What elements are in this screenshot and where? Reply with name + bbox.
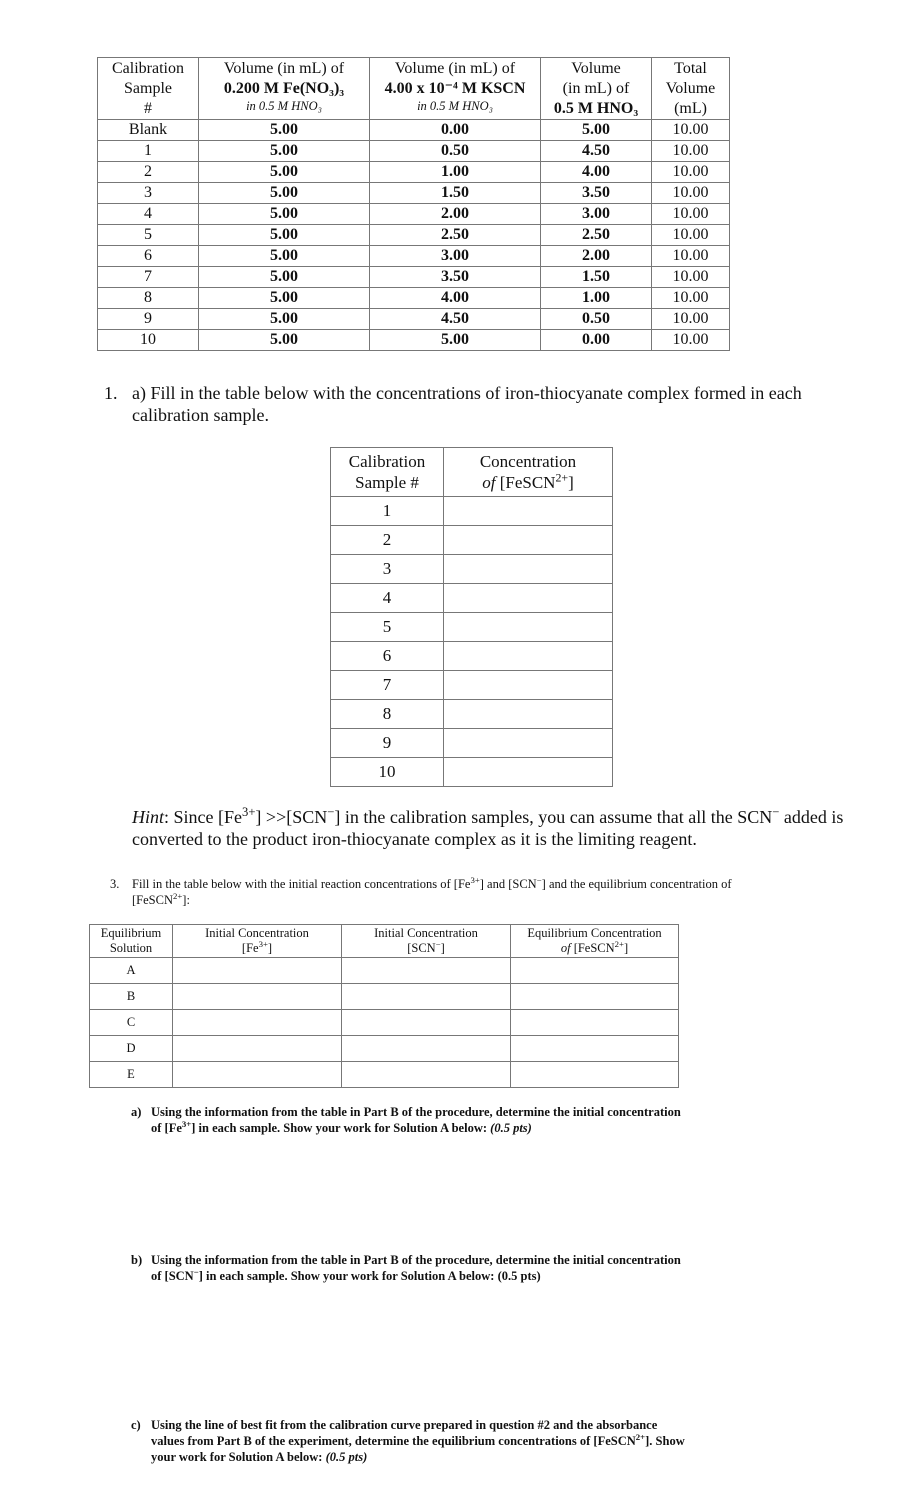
equilibrium-row [90, 984, 679, 1010]
calibration-row [98, 204, 730, 225]
header-charge: 2+ [555, 470, 569, 485]
sample-number-cell: 8 [331, 700, 444, 729]
q3-part: ]: [182, 893, 190, 907]
calibration-row [98, 330, 730, 351]
calibration-cell: 5.00 [199, 183, 370, 204]
calibration-cell: 3.50 [541, 183, 652, 204]
header-formula: [Fe [241, 941, 259, 955]
equilibrium-fescn-cell[interactable] [511, 1010, 679, 1036]
hint-sup: 3+ [242, 805, 256, 819]
header-charge: 2+ [614, 938, 624, 949]
calibration-cell: 5.00 [199, 141, 370, 162]
calibration-cell: 10.00 [652, 330, 730, 351]
header-text: Calibration [112, 60, 184, 77]
sub-question-b [131, 1252, 691, 1284]
sub-part: ] in each sample. Show your work for Solution A below: [191, 1121, 491, 1135]
calibration-cell: 5.00 [199, 120, 370, 141]
header-text [511, 938, 678, 956]
solution-label-cell: E [90, 1062, 173, 1088]
calibration-cell: 0.50 [541, 309, 652, 330]
q3-sup: 3+ [470, 874, 480, 885]
calibration-row [98, 141, 730, 162]
solution-label-cell: C [90, 1010, 173, 1036]
sub-question-label: a) [131, 1105, 142, 1119]
concentration-input-cell[interactable] [444, 642, 613, 671]
header-text: Volume [571, 60, 621, 77]
header-scn-volume [370, 58, 541, 120]
concentration-row [331, 671, 613, 700]
header-text: Total [674, 60, 707, 77]
sub-part: ]. Show your work for Solution A below: [151, 1434, 685, 1464]
header-text: Volume (in mL) of [223, 60, 345, 77]
sample-number-cell: 9 [331, 729, 444, 758]
calibration-header-row [98, 58, 730, 120]
calibration-cell: 1.50 [370, 183, 541, 204]
concentration-row [331, 555, 613, 584]
equilibrium-fescn-cell[interactable] [511, 1062, 679, 1088]
calibration-table [97, 57, 730, 351]
calibration-cell: 6 [98, 246, 199, 267]
header-formula: [FeSCN [573, 941, 615, 955]
header-text: 0.5 M HNO₃ [553, 100, 639, 117]
header-calibration-sample [331, 448, 444, 497]
sample-number-cell: 2 [331, 526, 444, 555]
sample-number-cell: 5 [331, 613, 444, 642]
concentration-input-cell[interactable] [444, 758, 613, 787]
q3-sup: 2+ [172, 890, 183, 901]
calibration-cell: 2.50 [541, 225, 652, 246]
equilibrium-fescn-cell[interactable] [511, 958, 679, 984]
sub-part: Using the information from the table in Part B of the procedure, determine the initial concentration of [SCN [151, 1253, 681, 1283]
concentration-input-cell[interactable] [444, 497, 613, 526]
calibration-cell: 5.00 [199, 204, 370, 225]
calibration-cell: 10 [98, 330, 199, 351]
header-text: in 0.5 M HNO₃ [417, 99, 493, 113]
calibration-cell: 4.00 [370, 288, 541, 309]
equilibrium-header-row [90, 925, 679, 958]
calibration-cell: 10.00 [652, 141, 730, 162]
calibration-cell: 5.00 [199, 309, 370, 330]
initial-scn-cell[interactable] [342, 1010, 511, 1036]
header-initial-fe [173, 925, 342, 958]
header-initial-scn [342, 925, 511, 958]
question-text [132, 876, 750, 908]
concentration-input-cell[interactable] [444, 671, 613, 700]
header-bracket: ] [267, 941, 273, 955]
calibration-row [98, 120, 730, 141]
sample-number-cell: 4 [331, 584, 444, 613]
question-3 [110, 876, 750, 908]
header-text: Initial Concentration [205, 926, 309, 940]
equilibrium-row [90, 958, 679, 984]
hint-part: ] >>[SCN [255, 807, 328, 827]
calibration-cell: 5.00 [199, 267, 370, 288]
header-total-volume [652, 58, 730, 120]
concentration-input-cell[interactable] [444, 584, 613, 613]
calibration-cell: 10.00 [652, 225, 730, 246]
question-text: a) Fill in the table below with the concentrations of iron-thiocyanate complex formed in each calibration sample. [132, 383, 802, 425]
q3-part: ] and the equilibrium concentration of [FeSCN [132, 877, 732, 907]
header-text: (in mL) of [562, 80, 630, 97]
calibration-row [98, 183, 730, 204]
concentration-row [331, 497, 613, 526]
calibration-cell: 1.50 [541, 267, 652, 288]
calibration-cell: 1 [98, 141, 199, 162]
calibration-cell: Blank [98, 120, 199, 141]
question-number: 3. [110, 877, 120, 891]
calibration-cell: 10.00 [652, 267, 730, 288]
header-of: of [482, 473, 496, 492]
calibration-cell: 0.00 [541, 330, 652, 351]
calibration-cell: 7 [98, 267, 199, 288]
header-text: in 0.5 M HNO₃ [246, 99, 322, 113]
calibration-cell: 2.50 [370, 225, 541, 246]
header-fe-volume [199, 58, 370, 120]
hint-sup: − [327, 805, 335, 819]
calibration-cell: 5.00 [199, 225, 370, 246]
initial-scn-cell[interactable] [342, 1062, 511, 1088]
calibration-row [98, 246, 730, 267]
calibration-cell: 1.00 [541, 288, 652, 309]
hint-part: added is converted to the product iron-thiocyanate complex as it is the limiting reagent. [132, 807, 844, 849]
sample-number-cell: 1 [331, 497, 444, 526]
concentration-row [331, 642, 613, 671]
calibration-cell: 2.00 [370, 204, 541, 225]
concentration-input-cell[interactable] [444, 613, 613, 642]
initial-fe-cell[interactable] [173, 1036, 342, 1062]
concentration-row [331, 584, 613, 613]
header-text: 4.00 x 10⁻⁴ M KSCN [384, 80, 526, 97]
calibration-cell: 0.50 [370, 141, 541, 162]
sample-number-cell: 10 [331, 758, 444, 787]
initial-fe-cell[interactable] [173, 984, 342, 1010]
header-calibration-sample [98, 58, 199, 120]
equilibrium-row [90, 1010, 679, 1036]
calibration-cell: 4.50 [370, 309, 541, 330]
header-text: Equilibrium [100, 926, 162, 940]
calibration-cell: 3.00 [370, 246, 541, 267]
points-label: (0.5 pts) [490, 1121, 532, 1135]
sub-question-a [131, 1104, 691, 1136]
concentration-input-cell[interactable] [444, 555, 613, 584]
initial-fe-cell[interactable] [173, 1062, 342, 1088]
sub-question-text [151, 1252, 691, 1284]
header-equilibrium-fescn [511, 925, 679, 958]
calibration-row [98, 162, 730, 183]
calibration-cell: 1.00 [370, 162, 541, 183]
equilibrium-fescn-cell[interactable] [511, 984, 679, 1010]
calibration-row [98, 288, 730, 309]
header-formula: [FeSCN [499, 473, 556, 492]
concentration-row [331, 526, 613, 555]
calibration-cell: 9 [98, 309, 199, 330]
header-text: Volume (in mL) of [394, 60, 516, 77]
header-text: 0.200 M Fe(NO₃)₃ [223, 80, 345, 97]
header-text: (mL) [674, 100, 707, 117]
header-equilibrium-solution [90, 925, 173, 958]
sub-question-c [131, 1417, 691, 1465]
sub-part: Using the information from the table in Part B of the procedure, determine the initial concentration of [Fe [151, 1105, 681, 1135]
calibration-cell: 2.00 [541, 246, 652, 267]
sub-part: Using the line of best fit from the calibration curve prepared in question #2 and the absorbance values from Part B of the experiment, determine the equilibrium concentrations of [FeSCN [151, 1418, 658, 1448]
concentration-row [331, 613, 613, 642]
concentration-row [331, 758, 613, 787]
solution-label-cell: D [90, 1036, 173, 1062]
hint-part: : Since [Fe [164, 807, 243, 827]
calibration-cell: 10.00 [652, 183, 730, 204]
header-bracket: ] [568, 473, 574, 492]
sub-question-label: b) [131, 1253, 143, 1267]
q3-sup: − [536, 874, 542, 885]
hint-part: ] in the calibration samples, you can assume that all the SCN [334, 807, 773, 827]
header-text: Initial Concentration [374, 926, 478, 940]
hint-text [132, 806, 884, 850]
initial-fe-cell[interactable] [173, 958, 342, 984]
q3-part: Fill in the table below with the initial reaction concentrations of [Fe [132, 877, 471, 891]
header-of: of [560, 941, 571, 955]
q3-part: ] and [SCN [479, 877, 537, 891]
equilibrium-row [90, 1036, 679, 1062]
hint-label: Hint [132, 807, 165, 827]
sample-number-cell: 6 [331, 642, 444, 671]
calibration-cell: 8 [98, 288, 199, 309]
calibration-cell: 3.00 [541, 204, 652, 225]
header-formula: [SCN [407, 941, 436, 955]
calibration-cell: 3.50 [370, 267, 541, 288]
header-text [173, 938, 341, 956]
calibration-cell: 5 [98, 225, 199, 246]
header-text: Volume [665, 80, 716, 97]
calibration-cell: 4 [98, 204, 199, 225]
calibration-cell: 5.00 [199, 330, 370, 351]
calibration-cell: 0.00 [370, 120, 541, 141]
sub-question-text [151, 1104, 691, 1136]
calibration-cell: 10.00 [652, 204, 730, 225]
sub-question-label: c) [131, 1418, 141, 1432]
concentration-input-cell[interactable] [444, 526, 613, 555]
sub-sup: 2+ [635, 1431, 646, 1442]
calibration-row [98, 309, 730, 330]
header-charge: 3+ [258, 938, 268, 949]
header-text: Sample [124, 80, 172, 97]
sub-sup: 3+ [181, 1118, 192, 1129]
header-text: # [144, 100, 152, 117]
initial-fe-cell[interactable] [173, 1010, 342, 1036]
initial-scn-cell[interactable] [342, 984, 511, 1010]
solution-label-cell: A [90, 958, 173, 984]
sample-number-cell: 3 [331, 555, 444, 584]
header-text: Solution [109, 941, 153, 955]
header-concentration [444, 448, 613, 497]
calibration-cell: 10.00 [652, 288, 730, 309]
initial-scn-cell[interactable] [342, 958, 511, 984]
header-bracket: ] [440, 941, 445, 955]
calibration-cell: 10.00 [652, 309, 730, 330]
header-text: Concentration [479, 452, 577, 471]
sub-sup: − [193, 1266, 199, 1277]
equilibrium-fescn-cell[interactable] [511, 1036, 679, 1062]
sample-number-cell: 7 [331, 671, 444, 700]
sub-part: ] in each sample. Show your work for Solution A below: [198, 1269, 498, 1283]
header-hno3-volume [541, 58, 652, 120]
initial-scn-cell[interactable] [342, 1036, 511, 1062]
calibration-cell: 4.00 [541, 162, 652, 183]
header-text: Calibration [348, 452, 426, 471]
calibration-cell: 2 [98, 162, 199, 183]
calibration-cell: 10.00 [652, 246, 730, 267]
header-charge: − [435, 938, 441, 949]
equilibrium-row [90, 1062, 679, 1088]
calibration-cell: 4.50 [541, 141, 652, 162]
calibration-cell: 5.00 [370, 330, 541, 351]
points-label: (0.5 pts) [497, 1269, 541, 1283]
concentration-table [330, 447, 613, 787]
calibration-row [98, 267, 730, 288]
concentration-row [331, 729, 613, 758]
calibration-cell: 5.00 [199, 288, 370, 309]
concentration-input-cell[interactable] [444, 729, 613, 758]
calibration-cell: 10.00 [652, 162, 730, 183]
calibration-cell: 10.00 [652, 120, 730, 141]
question-number: 1. [104, 383, 118, 403]
header-bracket: ] [623, 941, 629, 955]
hint-sup: − [772, 805, 780, 819]
equilibrium-table [89, 924, 679, 1088]
calibration-cell: 5.00 [199, 246, 370, 267]
solution-label-cell: B [90, 984, 173, 1010]
sub-question-text [151, 1417, 691, 1465]
concentration-input-cell[interactable] [444, 700, 613, 729]
points-label: (0.5 pts) [325, 1450, 368, 1464]
header-text: Equilibrium Concentration [527, 926, 662, 940]
header-text [342, 938, 510, 956]
header-text: Sample # [355, 473, 419, 492]
calibration-cell: 5.00 [199, 162, 370, 183]
calibration-cell: 5.00 [541, 120, 652, 141]
header-text [444, 472, 612, 493]
calibration-row [98, 225, 730, 246]
calibration-cell: 3 [98, 183, 199, 204]
question-1 [104, 382, 864, 426]
concentration-row [331, 700, 613, 729]
concentration-header-row [331, 448, 613, 497]
